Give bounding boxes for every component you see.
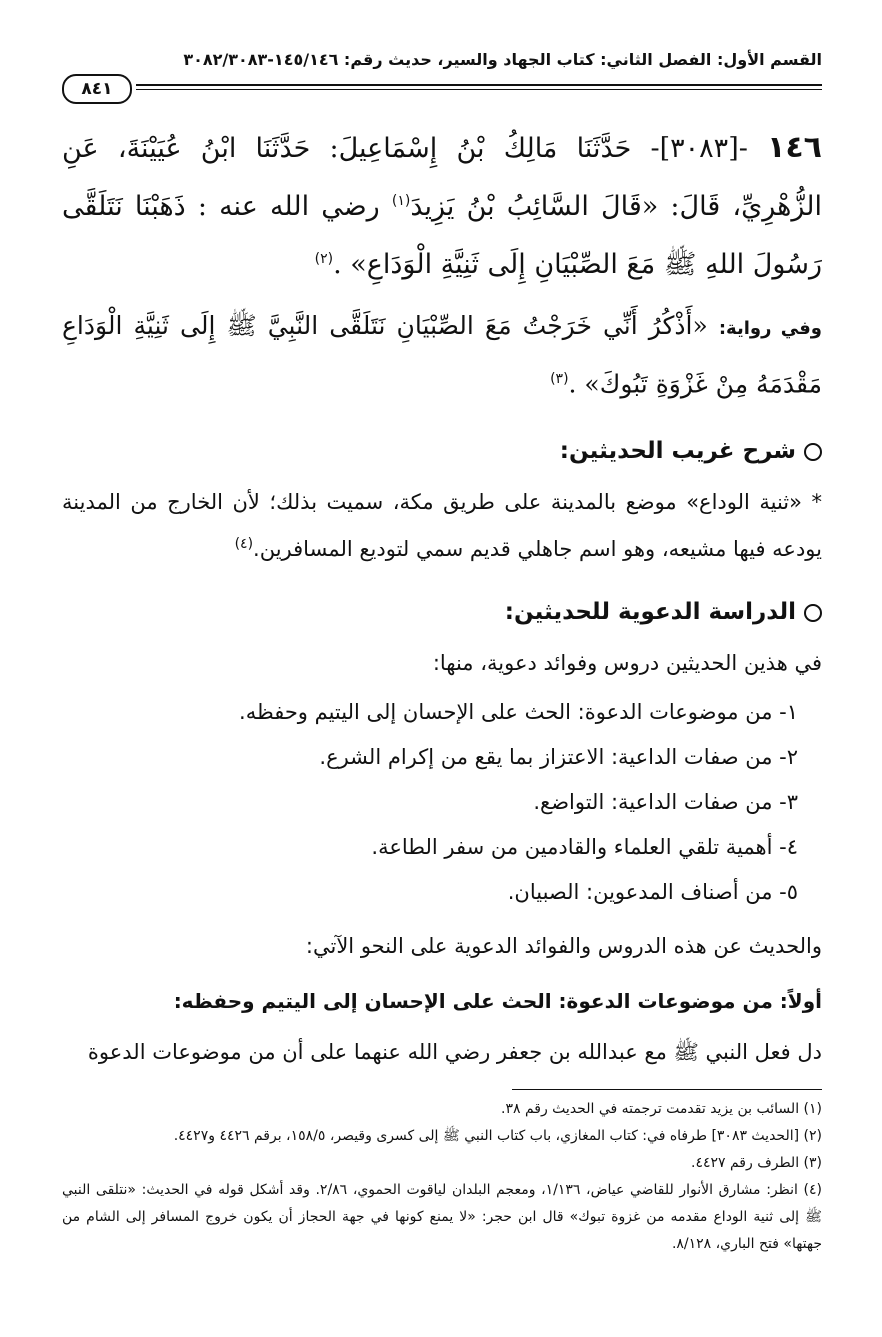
- hadith-body-2: رضي الله عنه : ذَهَبْنَا نَتَلَقَّى رَسُولَ اللهِ ﷺ مَعَ الصِّبْيَانِ إِلَى ثَنِيَّةِ الْوَدَاعِ» .: [62, 191, 822, 280]
- footnote-1: (١) السائب بن يزيد تقدمت ترجمته في الحديث رقم ٣٨.: [501, 1101, 822, 1118]
- header-rule-row: [62, 74, 822, 108]
- gharib-title: شرح غريب الحديثين:: [559, 438, 796, 465]
- list-item: ٥- من أصناف المدعوين: الصبيان.: [507, 880, 798, 905]
- riwaya-text: [62, 301, 822, 409]
- circle-bullet-icon: [804, 443, 822, 461]
- footnotes: [62, 1096, 822, 1258]
- gharib-paragraph: [62, 481, 822, 570]
- list-item: ٢- من صفات الداعية: الاعتزاز بما يقع من إكرام الشرع.: [319, 745, 798, 770]
- book-page: [62, 48, 822, 1258]
- header-rule: [136, 84, 822, 86]
- list-item: ١- من موضوعات الدعوة: الحث على الإحسان إلى اليتيم وحفظه.: [239, 700, 798, 725]
- dirasa-outro: والحديث عن هذه الدروس والفوائد الدعوية على النحو الآتي:: [305, 934, 822, 959]
- header-rule-thin: [136, 89, 822, 90]
- footnote-ref-1[interactable]: (١): [391, 193, 411, 209]
- dirasa-heading: [62, 592, 822, 632]
- hadith-number: ١٤٦: [767, 130, 822, 165]
- footnote-4: (٤) انظر: مشارق الأنوار للقاضي عياض، ١/١٣٦، ومعجم البلدان لياقوت الحموي، ٢/٨٦. وقد أشكل قوله في الحديث: «نتلقى النبي ﷺ إلى ثنية الوداع مقدمه من غزوة تبوك» قال ابن حجر: «لا يمنع كونها في جهة الحجاز أن يكون خروج المسافر إلى الشام من جهتها» فتح الباري، ٨/١٢٨.: [62, 1182, 822, 1253]
- footnote-ref-2[interactable]: (٢): [314, 251, 334, 267]
- footnote-2: (٢) [الحديث ٣٠٨٣] طرفاه في: كتاب المغازي، باب كتاب النبي ﷺ إلى كسرى وقيصر، ١٥٨/٥، برقم ٤٤٢٦ و٤٤٢٧.: [173, 1128, 822, 1145]
- circle-bullet-icon: [804, 604, 822, 622]
- list-item: ٣- من صفات الداعية: التواضع.: [533, 790, 798, 815]
- dirasa-intro: في هذين الحديثين دروس وفوائد دعوية، منها:: [432, 651, 822, 676]
- gharib-heading: [62, 431, 822, 471]
- list-item: ٤- أهمية تلقي العلماء والقادمين من سفر الطاعة.: [371, 835, 798, 860]
- lessons-list: [62, 690, 822, 915]
- first-lesson-text: دل فعل النبي ﷺ مع عبدالله بن جعفر رضي الله عنهما على أن من موضوعات الدعوة: [87, 1040, 822, 1065]
- first-lesson-heading: أولاً: من موضوعات الدعوة: الحث على الإحسان إلى اليتيم وحفظه:: [173, 989, 822, 1014]
- dirasa-title: الدراسة الدعوية للحديثين:: [504, 599, 796, 626]
- gharib-body: * «ثنية الوداع» موضع بالمدينة على طريق مكة، سميت بذلك؛ لأن الخارج من المدينة يودعه فيها مشيعه، وهو اسم جاهلي قديم سمي لتوديع المسافرين.: [62, 490, 822, 562]
- page-number: ٨٤١: [62, 74, 132, 104]
- footnote-3: (٣) الطرف رقم ٤٤٢٧.: [691, 1155, 822, 1172]
- riwaya-body: «أَذْكُرُ أَنِّي خَرَجْتُ مَعَ الصِّبْيَانِ نَتَلَقَّى النَّبِيَّ ﷺ إِلَى ثَنِيَّةِ الْوَدَاعِ مَقْدَمَهُ مِنْ غَزْوَةِ تَبُوكَ» .: [62, 311, 822, 399]
- hadith-text: [62, 122, 822, 291]
- riwaya-lead: وفي رواية:: [718, 318, 822, 339]
- footnote-separator: [512, 1089, 822, 1090]
- hadith-body: -[٣٠٨٣]- حَدَّثَنَا مَالِكُ بْنُ إِسْمَاعِيلَ: حَدَّثَنَا ابْنُ عُيَيْنَةَ، عَنِ الزُّهْرِيِّ، قَالَ: «قَالَ السَّائِبُ بْنُ يَزِيدَ: [62, 133, 822, 222]
- running-header: القسم الأول: الفصل الثاني: كتاب الجهاد والسير، حديث رقم: ١٤٥/١٤٦-٣٠٨٢/٣٠٨٣: [183, 50, 822, 69]
- footnote-ref-4[interactable]: (٤): [234, 536, 254, 553]
- footnote-ref-3[interactable]: (٣): [550, 371, 569, 387]
